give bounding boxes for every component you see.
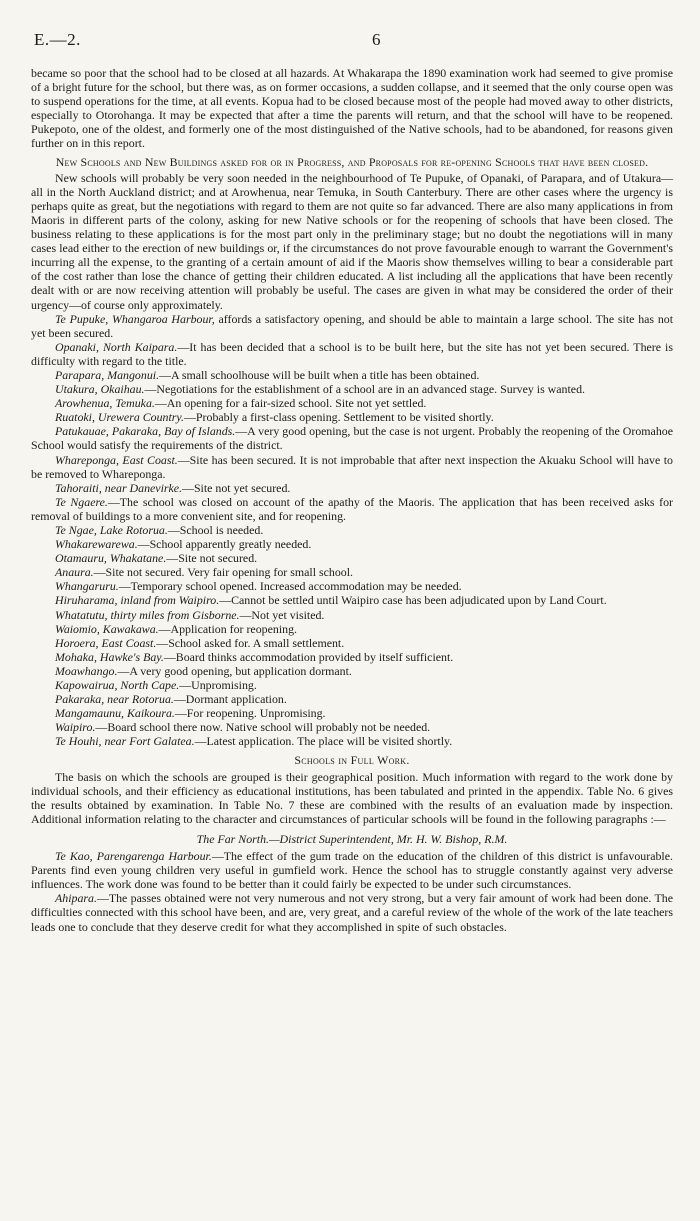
entry-place-name: Anaura. bbox=[55, 565, 94, 580]
entry-text: —Board school there now. Native school will probably not be needed. bbox=[95, 720, 431, 735]
entry-place-name: Horoera, East Coast. bbox=[55, 635, 157, 650]
entry-place-name: Patukauae, Pakaraka, Bay of Islands. bbox=[55, 424, 236, 439]
school-report-entry bbox=[31, 891, 673, 933]
entry-text: —A very good opening, but the case is not urgent. Probably the reopening of the Oromahoe School would satisfy the requirements of the district. bbox=[31, 424, 673, 453]
application-entry bbox=[31, 410, 673, 424]
application-entry bbox=[31, 523, 673, 537]
application-entry bbox=[31, 650, 673, 664]
page-header bbox=[31, 30, 673, 52]
entry-place-name: Ahipara. bbox=[55, 891, 97, 906]
school-reports-list bbox=[31, 849, 673, 934]
entry-text: —The school was closed on account of the apathy of the Maoris. The application that has been received asks for removal of buildings to a more convenient site, and for reopening. bbox=[31, 494, 673, 523]
entry-place-name: Mangamaunu, Kaikoura. bbox=[55, 706, 175, 721]
application-entry bbox=[31, 678, 673, 692]
entry-text: —Dormant application. bbox=[173, 692, 287, 707]
application-entry bbox=[31, 593, 673, 607]
section-heading-full-work: Schools in Full Work. bbox=[294, 752, 410, 767]
applications-list bbox=[31, 312, 673, 749]
entry-place-name: Opanaki, North Kaipara. bbox=[55, 339, 178, 354]
entry-text: —Application for reopening. bbox=[158, 621, 297, 636]
entry-place-name: Kapowairua, North Cape. bbox=[55, 678, 180, 693]
entry-text: —Site not secured. bbox=[166, 551, 258, 566]
application-entry bbox=[31, 692, 673, 706]
entry-place-name: Pakaraka, near Rotorua. bbox=[55, 692, 174, 707]
application-entry bbox=[31, 720, 673, 734]
entry-text: —Unpromising. bbox=[179, 678, 257, 693]
entry-place-name: Whakarewarewa. bbox=[55, 537, 138, 552]
section-heading-new-schools: New Schools and New Buildings asked for or in Progress, and Proposals for re-opening Schools that have been closed. bbox=[55, 154, 649, 169]
entry-text: —Probably a first-class opening. Settlement to be visited shortly. bbox=[184, 410, 494, 425]
application-entry bbox=[31, 368, 673, 382]
application-entry bbox=[31, 312, 673, 340]
entry-place-name: Whangaruru. bbox=[55, 579, 119, 594]
application-entry bbox=[31, 706, 673, 720]
entry-text: —Latest application. The place will be visited shortly. bbox=[194, 734, 453, 749]
application-entry bbox=[31, 382, 673, 396]
full-work-paragraph: The basis on which the schools are grouped is their geographical position. Much information with regard to the work done by individual schools, and their efficiency as educational institutions, has been tabulated and printed in the appendix. Table No. 6 gives the results obtained by examination. In Table No. 7 these are combined with the results of an evaluation made by inspection. Additional information relating to the character and circumstances of particular schools will be found in the following paragraphs :— bbox=[31, 769, 673, 826]
application-entry bbox=[31, 551, 673, 565]
application-entry bbox=[31, 636, 673, 650]
entry-text: —Site not secured. Very fair opening for small school. bbox=[93, 565, 353, 580]
entry-text: —An opening for a fair-sized school. Site not yet settled. bbox=[154, 396, 427, 411]
entry-place-name: Hiruharama, inland from Waipiro. bbox=[55, 593, 220, 608]
application-entry bbox=[31, 565, 673, 579]
entry-text: affords a satisfactory opening, and should be able to maintain a large school. The site has not yet been secured. bbox=[31, 311, 674, 340]
application-entry bbox=[31, 664, 673, 678]
entry-text: —The passes obtained were not very numerous and not very strong, but a very fair amount of work had been done. The difficulties connected with this school have been, and are, very great, and a careful review of the whole of the work of the late teachers leads one to conclude that they deserve credit for what they accomplished in spite of such obstacles. bbox=[31, 891, 673, 934]
entry-place-name: Te Kao, Parengarenga Harbour. bbox=[55, 849, 212, 864]
entry-text: —Board thinks accommodation provided by itself sufficient. bbox=[163, 649, 454, 664]
application-entry bbox=[31, 340, 673, 368]
entry-place-name: Waipiro. bbox=[55, 720, 96, 735]
entry-text: —Site has been secured. It is not improbable that after next inspection the Akuaku School will have to be removed to Whareponga. bbox=[31, 452, 673, 481]
entry-place-name: Moawhango. bbox=[55, 663, 118, 678]
new-schools-paragraph: New schools will probably be very soon needed in the neighbourhood of Te Pupuke, of Opanaki, of Parapara, and of Utakura—all in the North Auckland district; and at Arowhenua, near Temuka, in South Canterbury. There are other cases where the urgency is perhaps quite as great, but the negotiations with regard to them are not quite so far advanced. There are also many applications in from Maoris in different parts of the colony, asking for new Native schools or for the reopening of schools that have been closed. The business relating to these applications is for the most part only in the preliminary stage; but no doubt the negotiations will in many cases lead either to the erection of new buildings or, if the circumstances do not prove favourable enough to warrant the Government's incurring all the expense, to the granting of a certain amount of aid if the Maoris show themselves willing to bear a considerable part of the cost rather than lose the chance of getting their children educated. A list including all the applications that have been recently dealt with or are now receiving attention will probably be useful. The cases are given in what may be considered the order of their urgency—of course only approximately. bbox=[31, 170, 673, 312]
entry-text: —Not yet visited. bbox=[239, 607, 325, 622]
entry-place-name: Parapara, Mangonui. bbox=[55, 367, 160, 382]
entry-place-name: Te Ngae, Lake Rotorua. bbox=[55, 523, 168, 537]
application-entry bbox=[31, 622, 673, 636]
entry-text: —School asked for. A small settlement. bbox=[156, 635, 345, 650]
intro-paragraph: became so poor that the school had to be closed at all hazards. At Whakarapa the 1890 examination work had seemed to give promise of a bright future for the school, but there was, as on former occasions, a sudden collapse, and it seemed that the only course open was to suspend operations for the time, at all events. Kopua had to be closed because most of the people had moved away to other districts, especially to Otorohanga. It may be expected that after a time the parents will return, and that the school will have to be reopened. Pukepoto, one of the oldest, and formerly one of the most distinguished of the Native schools, had to be abandoned, for reasons given further on in this report. bbox=[31, 66, 673, 151]
entry-text: —The effect of the gum trade on the education of the children of this district is unfavourable. Parents find even young children very useful in gumfield work. Hence the school has to struggle constantly against very adverse influences. The work done was found to be better than it could fairly be expected to be under such circumstances. bbox=[31, 849, 673, 892]
entry-text: —Site not yet secured. bbox=[182, 480, 291, 495]
report-reference: E.—2. bbox=[34, 30, 81, 49]
entry-place-name: Tahoraiti, near Danevirke. bbox=[55, 480, 183, 495]
entry-place-name: Whareponga, East Coast. bbox=[55, 452, 178, 467]
application-entry bbox=[31, 424, 673, 452]
application-entry bbox=[31, 579, 673, 593]
application-entry bbox=[31, 734, 673, 748]
entry-place-name: Te Pupuke, Whangaroa Harbour, bbox=[55, 311, 215, 326]
entry-text: —A small schoolhouse will be built when a title has been obtained. bbox=[159, 367, 480, 382]
application-entry bbox=[31, 537, 673, 551]
application-entry bbox=[31, 396, 673, 410]
entry-text: —School is needed. bbox=[167, 523, 264, 537]
entry-text: —It has been decided that a school is to be built here, but the site has not yet been secured. There is difficulty with regard to the title. bbox=[31, 339, 673, 368]
entry-text: —A very good opening, but application dormant. bbox=[117, 663, 352, 678]
entry-place-name: Te Ngaere. bbox=[55, 494, 108, 509]
school-report-entry bbox=[31, 849, 673, 891]
entry-text: —Cannot be settled until Waipiro case has been adjudicated upon by Land Court. bbox=[219, 593, 607, 608]
application-entry bbox=[31, 453, 673, 481]
entry-place-name: Waiomio, Kawakawa. bbox=[55, 621, 159, 636]
entry-text: —Negotiations for the establishment of a school are in an advanced stage. Survey is wanted. bbox=[144, 382, 585, 397]
entry-place-name: Utakura, Okaihau. bbox=[55, 382, 145, 397]
page-number: 6 bbox=[372, 30, 381, 49]
entry-place-name: Whatatutu, thirty miles from Gisborne. bbox=[55, 607, 240, 622]
entry-text: —Temporary school opened. Increased accommodation may be needed. bbox=[118, 579, 462, 594]
entry-place-name: Arowhenua, Temuka. bbox=[55, 396, 155, 411]
application-entry bbox=[31, 481, 673, 495]
application-entry bbox=[31, 608, 673, 622]
district-heading: The Far North.—District Superintendent, Mr. H. W. Bishop, R.M. bbox=[196, 831, 508, 846]
entry-text: —School apparently greatly needed. bbox=[137, 537, 312, 552]
entry-place-name: Ruatoki, Urewera Country. bbox=[55, 410, 185, 425]
entry-place-name: Te Houhi, near Fort Galatea. bbox=[55, 734, 195, 749]
entry-place-name: Mohaka, Hawke's Bay. bbox=[55, 649, 164, 664]
entry-text: —For reopening. Unpromising. bbox=[174, 706, 326, 721]
application-entry bbox=[31, 495, 673, 523]
entry-place-name: Otamauru, Whakatane. bbox=[55, 551, 167, 566]
